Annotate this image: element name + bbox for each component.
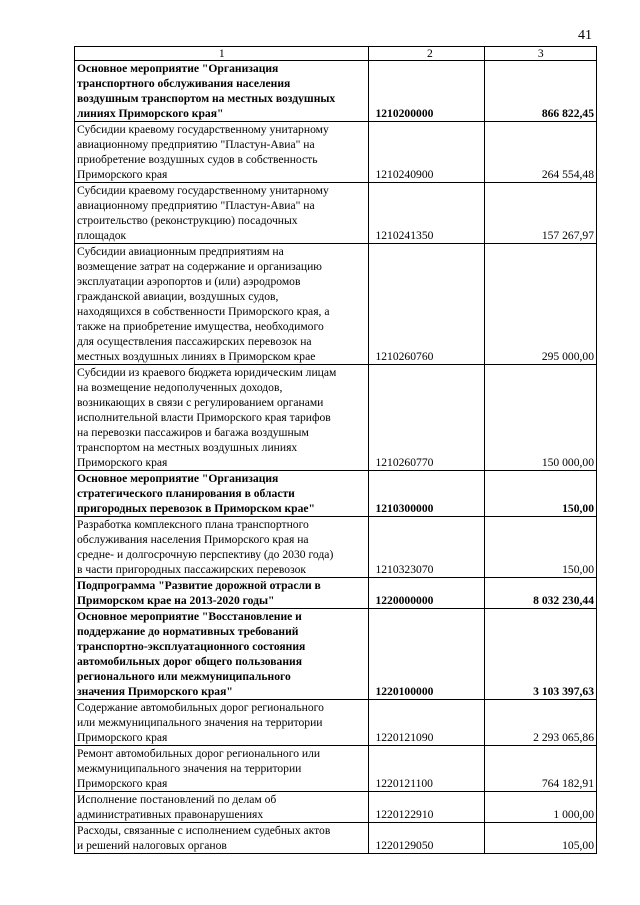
description-line: транспортом на местных воздушных линиях [77,441,298,454]
row-amount: 8 032 230,44 [485,578,597,609]
description-line: авиационному предприятию "Пластун-Авиа" на [77,138,315,151]
description-line: или межмуниципального значения на территории [77,716,323,729]
description-line: Приморского края [77,456,168,469]
table-row [75,609,597,700]
description-line: стратегического планирования в области [77,487,295,500]
row-description [75,609,369,700]
description-line: исполнительной власти Приморского края тарифов [77,411,331,424]
row-amount: 264 554,48 [485,122,597,183]
description-line: Субсидии из краевого бюджета юридическим лицам [77,366,337,379]
row-code: 1220129050 [369,823,485,854]
description-line: регионального или межмуниципального [77,670,291,683]
description-line: значения Приморского края" [77,685,233,698]
table-row [75,244,597,365]
row-amount: 150 000,00 [485,365,597,471]
description-line: на возмещение недополученных доходов, [77,381,283,394]
table-row [75,823,597,854]
row-code: 1220121100 [369,746,485,792]
row-amount: 295 000,00 [485,244,597,365]
description-line: и решений налоговых органов [77,839,227,852]
description-line: Разработка комплексного плана транспортного [77,518,309,531]
row-description [75,792,369,823]
description-line: Расходы, связанные с исполнением судебных актов [77,824,331,837]
table-row [75,746,597,792]
description-line: Основное мероприятие "Восстановление и [77,610,302,623]
description-line: Содержание автомобильных дорог регионального [77,701,324,714]
header-col-3: 3 [485,47,597,61]
description-line: автомобильных дорог общего пользования [77,655,302,668]
table-row [75,700,597,746]
description-line: Основное мероприятие "Организация [77,62,279,75]
description-line: транспортного обслуживания населения [77,77,291,90]
description-line: Исполнение постановлений по делам об [77,793,277,806]
table-row [75,365,597,471]
row-code: 1220122910 [369,792,485,823]
description-line: Субсидии краевому государственному унитарному [77,184,329,197]
description-line: линиях Приморского края" [77,107,224,120]
row-code: 1220100000 [369,609,485,700]
description-line: приобретение воздушных судов в собственность [77,153,318,166]
description-line: Субсидии краевому государственному унитарному [77,123,329,136]
table-row [75,61,597,122]
description-line: авиационному предприятию "Пластун-Авиа" на [77,199,315,212]
description-line: средне- и долгосрочную перспективу (до 2030 года) [77,548,334,561]
description-line: возмещение затрат на содержание и организацию [77,260,322,273]
row-amount: 2 293 065,86 [485,700,597,746]
description-line: на перевозки пассажиров и багажа воздушным [77,426,309,439]
description-line: пригородных перевозок в Приморском крае" [77,502,315,515]
description-line: площадок [77,229,127,242]
description-line: гражданской авиации, воздушных судов, [77,290,279,303]
row-code: 1210300000 [369,471,485,517]
row-description [75,823,369,854]
row-description [75,365,369,471]
row-amount: 150,00 [485,517,597,578]
table-row [75,122,597,183]
row-amount: 3 103 397,63 [485,609,597,700]
row-description [75,61,369,122]
description-line: Приморского края [77,777,168,790]
table-row [75,183,597,244]
row-code: 1210260770 [369,365,485,471]
description-line: административных правонарушениях [77,808,264,821]
row-code: 1210323070 [369,517,485,578]
description-line: находящихся в собственности Приморского края, а [77,305,330,318]
row-amount: 105,00 [485,823,597,854]
description-line: строительство (реконструкцию) посадочных [77,214,298,227]
header-col-2: 2 [369,47,485,61]
description-line: для осуществления пассажирских перевозок на [77,335,312,348]
description-line: также на приобретение имущества, необходимого [77,320,324,333]
row-amount: 157 267,97 [485,183,597,244]
description-line: Приморского края [77,731,168,744]
description-line: межмуниципального значения на территории [77,762,302,775]
description-line: Ремонт автомобильных дорог регионального или [77,747,321,760]
page-number: 41 [578,28,592,43]
row-description [75,471,369,517]
table-row [75,471,597,517]
row-code: 1210240900 [369,122,485,183]
description-line: в части пригородных пассажирских перевозок [77,563,307,576]
table-body [75,61,597,854]
header-col-1: 1 [75,47,369,61]
description-line: транспортно-эксплуатационного состояния [77,640,306,653]
table-row [75,578,597,609]
description-line: воздушным транспортом на местных воздушных [77,92,336,105]
budget-table [74,46,597,854]
row-code: 1210241350 [369,183,485,244]
row-description [75,700,369,746]
description-line: Субсидии авиационным предприятиям на [77,245,284,258]
row-code: 1210260760 [369,244,485,365]
row-amount: 1 000,00 [485,792,597,823]
description-line: Приморского края [77,168,168,181]
row-description [75,244,369,365]
table-row [75,517,597,578]
table-header-row [75,47,597,61]
row-code: 1220000000 [369,578,485,609]
row-description [75,746,369,792]
row-amount: 866 822,45 [485,61,597,122]
row-code: 1210200000 [369,61,485,122]
row-amount: 150,00 [485,471,597,517]
row-code: 1220121090 [369,700,485,746]
row-description [75,183,369,244]
description-line: Подпрограмма "Развитие дорожной отрасли в [77,579,321,592]
description-line: Основное мероприятие "Организация [77,472,279,485]
description-line: обслуживания населения Приморского края на [77,533,309,546]
description-line: возникающих в связи с регулированием органами [77,396,324,409]
row-description [75,517,369,578]
description-line: Приморском крае на 2013-2020 годы" [77,594,275,607]
description-line: поддержание до нормативных требований [77,625,299,638]
description-line: местных воздушных линиях в Приморском крае [77,350,316,363]
row-description [75,122,369,183]
row-description [75,578,369,609]
row-amount: 764 182,91 [485,746,597,792]
table-row [75,792,597,823]
description-line: эксплуатации аэропортов и (или) аэродромов [77,275,301,288]
